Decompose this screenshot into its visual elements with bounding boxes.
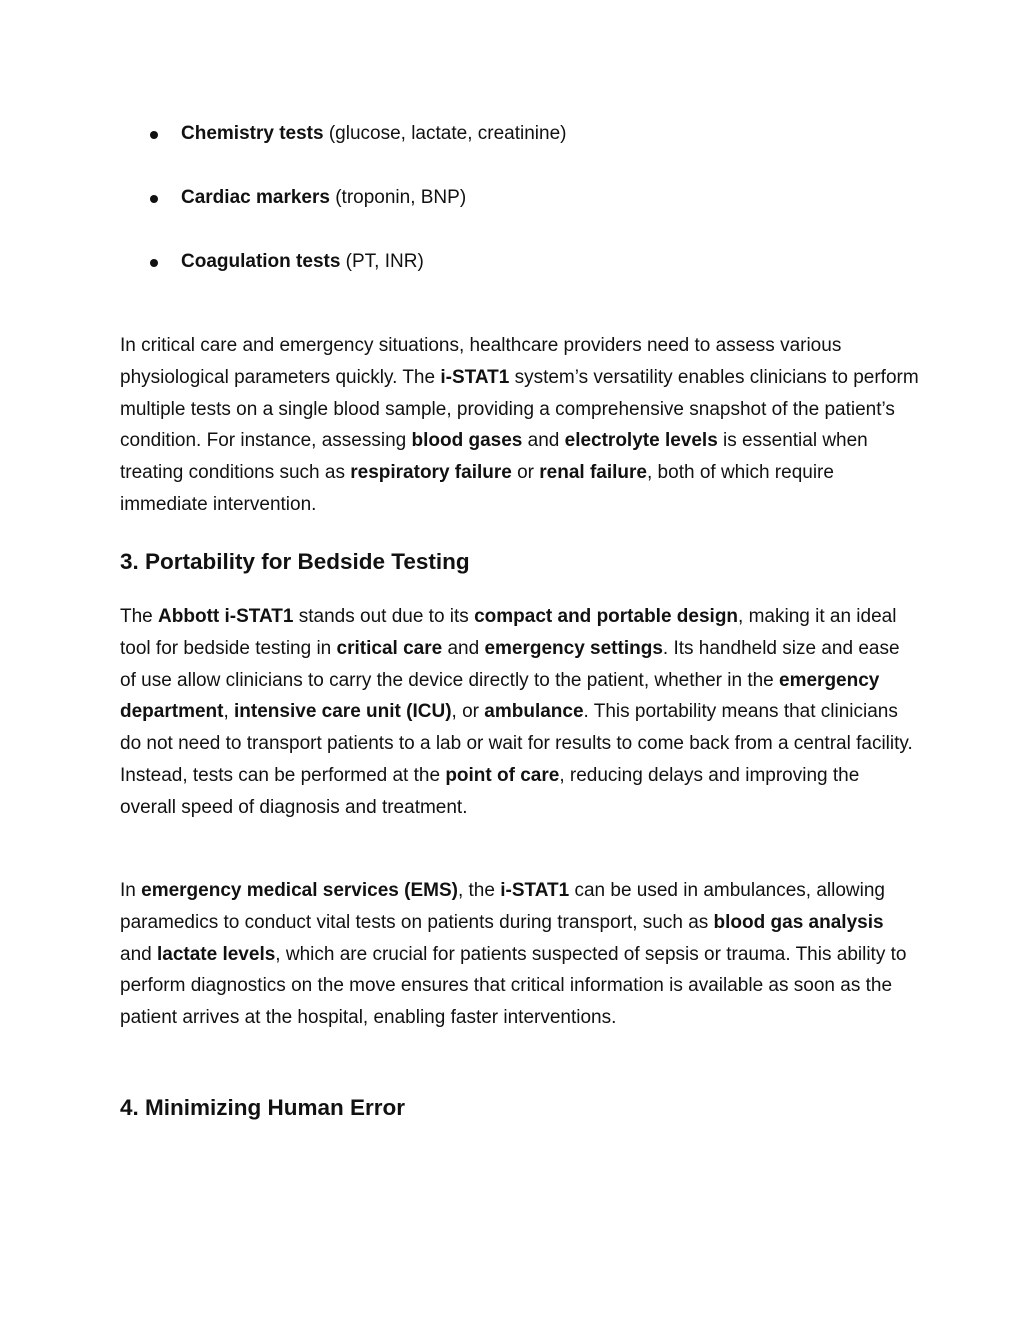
list-item-bold: Chemistry tests (181, 123, 324, 144)
text-run: stands out due to its (293, 606, 475, 627)
text-run: , the (457, 880, 501, 901)
bold-run: compact and portable design (474, 606, 739, 627)
text-run: , which are crucial for patients suspected of sepsis or trauma. This ability to perform diagnostics on the move ensures that critical information is available as soon as the patient arrives at the hospital, enabling faster interventions. (120, 943, 907, 1029)
list-item-text (181, 246, 424, 278)
text-run: and (522, 430, 565, 452)
text-run: , both of which require immediate intervention. (120, 462, 834, 515)
text-run: , making it an ideal tool for bedside testing in (120, 606, 897, 659)
bullet-dot-icon (150, 131, 158, 139)
bold-run: renal failure (539, 462, 647, 484)
bullet-dot-icon (150, 259, 158, 267)
list-item (120, 182, 910, 246)
bold-run: point of care (445, 764, 560, 786)
text-run: . Its handheld size and ease of use allow clinicians to carry the device directly to the patient, whether in the (120, 637, 900, 691)
text-run: and (442, 637, 485, 659)
section-heading-portability: 3. Portability for Bedside Testing (120, 549, 470, 574)
bold-run: i-STAT1 (440, 366, 510, 388)
text-run: , reducing delays and improving the overall speed of diagnosis and treatment. (120, 764, 860, 818)
bold-run: critical care (336, 637, 443, 659)
text-run: system’s versatility enables clinicians to perform multiple tests on a single blood sample, providing a comprehensive snapshot of the patient’s condition. For instance, assessing (120, 366, 919, 452)
bold-run: respiratory failure (350, 462, 512, 484)
text-run: The (120, 606, 159, 627)
list-item (120, 246, 910, 310)
bullet-dot-icon (150, 195, 158, 203)
bold-run: emergency medical services (EMS) (141, 880, 458, 901)
text-run: , or (451, 701, 485, 723)
text-run: and (120, 943, 157, 965)
text-run: . This portability means that clinicians do not need to transport patients to a lab or wait for results to come back from a central facility. Instead, tests can be performed at the (120, 701, 913, 786)
list-item (120, 118, 910, 182)
text-run: In critical care and emergency situations, healthcare providers need to assess various physiological parameters quickly. The (120, 335, 842, 388)
list-item-bold: Cardiac markers (181, 187, 330, 208)
test-type-list (120, 118, 910, 310)
list-item-bold: Coagulation tests (181, 251, 341, 272)
bold-run: emergency department (120, 669, 880, 723)
list-item-text (181, 118, 566, 150)
paragraph-portability (120, 601, 920, 824)
paragraph-ems (120, 875, 920, 1034)
text-run: In (120, 880, 142, 901)
bold-run: Abbott i-STAT1 (158, 606, 294, 627)
text-run: can be used in ambulances, allowing paramedics to conduct vital tests on patients during transport, such as (120, 880, 885, 933)
text-run: or (511, 462, 540, 484)
bold-run: blood gases (411, 430, 523, 452)
bold-run: intensive care unit (ICU) (234, 701, 452, 723)
list-item-detail: (glucose, lactate, creatinine) (323, 123, 567, 144)
bold-run: ambulance (484, 701, 584, 723)
text-run: , (223, 701, 235, 723)
bold-run: blood gas analysis (713, 911, 884, 933)
paragraph-critical-care (120, 330, 920, 521)
text-run: is essential when treating conditions such as (120, 430, 868, 484)
bold-run: lactate levels (156, 943, 276, 965)
bold-run: emergency settings (484, 637, 663, 659)
section-heading-human-error: 4. Minimizing Human Error (120, 1095, 406, 1120)
list-item-detail: (troponin, BNP) (329, 187, 467, 208)
bold-run: i-STAT1 (500, 880, 570, 901)
list-item-detail: (PT, INR) (340, 251, 424, 272)
list-item-text (181, 182, 466, 214)
bold-run: electrolyte levels (564, 430, 718, 452)
